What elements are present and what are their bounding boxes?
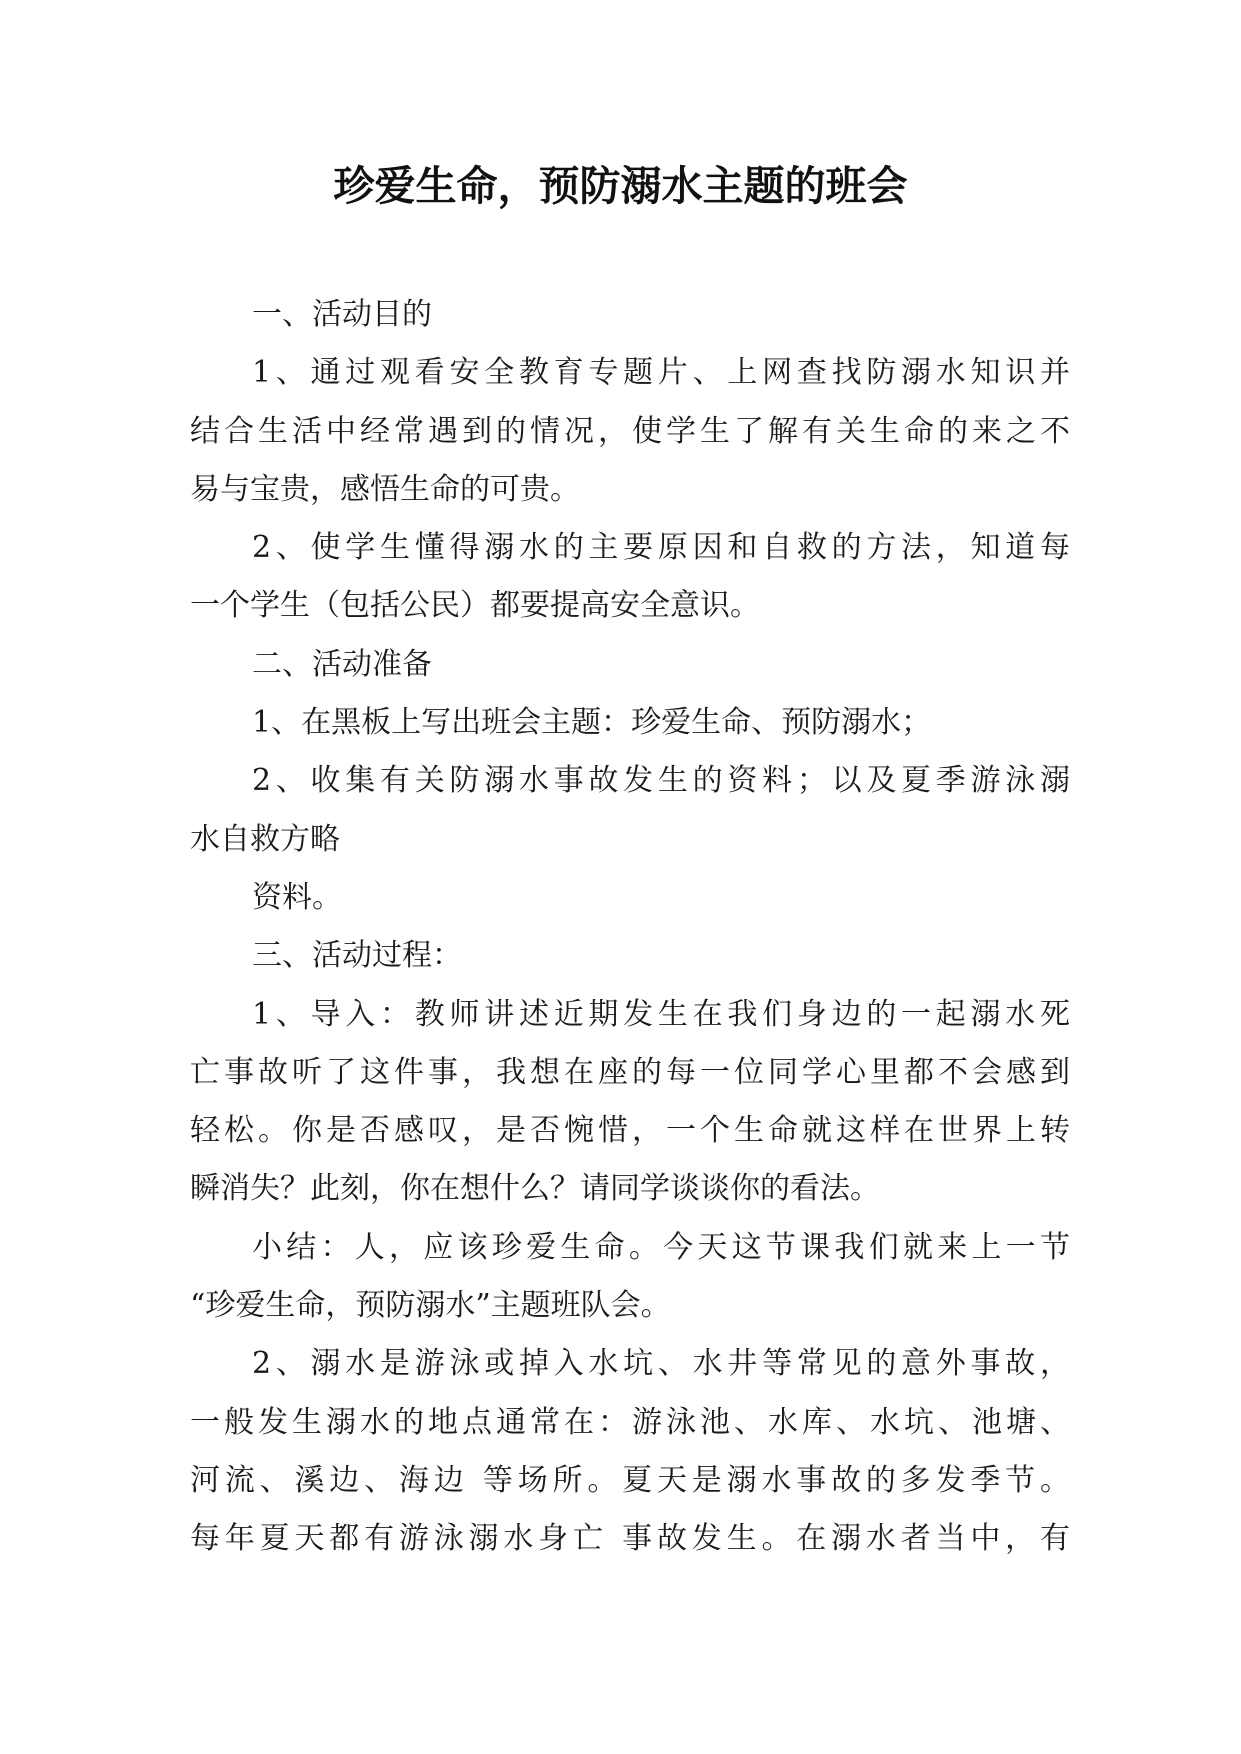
text-line: 易与宝贵，感悟生命的可贵。: [190, 471, 580, 507]
text-line: 资料。: [252, 879, 342, 915]
paragraph-materials: [190, 869, 1070, 927]
text-line: 三、活动过程：: [252, 938, 462, 974]
text-line: 瞬消失？此刻，你在想什么？请同学谈谈你的看法。: [190, 1171, 880, 1207]
text-line: 每年夏天都有游泳溺水身亡 事故发生。在溺水者当中，有: [190, 1521, 1070, 1557]
section-heading-purpose: [190, 286, 1070, 344]
text-line: 2、溺水是游泳或掉入水坑、水井等常见的意外事故，: [252, 1346, 1070, 1382]
section-heading-process: [190, 927, 1070, 985]
paragraph-preparation-1: [190, 694, 1070, 752]
text-line: 亡事故听了这件事，我想在座的每一位同学心里都不会感到: [190, 1054, 1070, 1090]
text-line: 2、使学生懂得溺水的主要原因和自救的方法，知道每: [252, 530, 1070, 566]
paragraph-purpose-1: [190, 344, 1070, 519]
text-line: 河流、溪边、海边 等场所。夏天是溺水事故的多发季节。: [190, 1462, 1070, 1498]
text-line: 2、收集有关防溺水事故发生的资料；以及夏季游泳溺: [252, 763, 1070, 799]
text-line: 轻松。你是否感叹，是否惋惜，一个生命就这样在世界上转: [190, 1113, 1070, 1149]
paragraph-preparation-2: [190, 752, 1070, 869]
text-line: 1、在黑板上写出班会主题：珍爱生命、预防溺水；: [252, 705, 932, 741]
paragraph-purpose-2: [190, 519, 1070, 636]
paragraph-summary: [190, 1219, 1070, 1336]
text-line: 一、活动目的: [252, 297, 432, 332]
paragraph-process-2: [190, 1335, 1070, 1568]
text-line: 一般发生溺水的地点通常在：游泳池、水库、水坑、池塘、: [190, 1404, 1070, 1440]
paragraph-process-1: [190, 986, 1070, 1219]
text-line: 1、通过观看安全教育专题片、上网查找防溺水知识并: [252, 355, 1070, 391]
text-line: “珍爱生命，预防溺水”主题班队会。: [190, 1288, 671, 1324]
text-line: 结合生活中经常遇到的情况，使学生了解有关生命的来之不: [190, 413, 1070, 449]
document-body: [190, 286, 1070, 1569]
text-line: 1、导入：教师讲述近期发生在我们身边的一起溺水死: [252, 996, 1070, 1032]
document-title: 珍爱生命，预防溺水主题的班会: [333, 162, 908, 210]
text-line: 小结：人，应该珍爱生命。今天这节课我们就来上一节: [252, 1229, 1070, 1265]
section-heading-preparation: [190, 636, 1070, 694]
text-line: 一个学生（包括公民）都要提高安全意识。: [190, 588, 760, 624]
text-line: 二、活动准备: [252, 646, 432, 682]
text-line: 水自救方略: [190, 821, 340, 857]
